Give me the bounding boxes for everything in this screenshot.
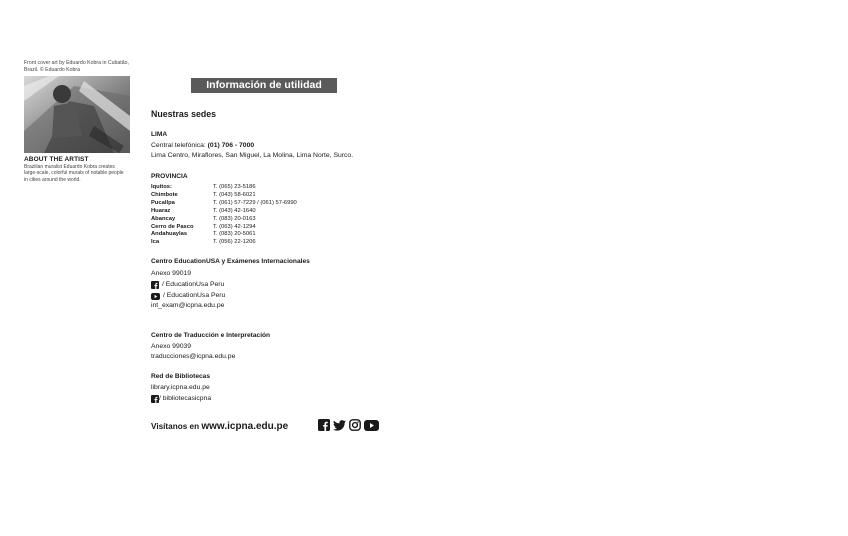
provincia-phone: T. (063) 42-1294 <box>213 224 256 230</box>
facebook-icon[interactable] <box>318 419 330 431</box>
visit-url[interactable]: www.icpna.edu.pe <box>201 421 289 432</box>
educationusa-youtube-label: / EducationUsa Peru <box>163 292 226 299</box>
lima-phone-label: Central telefónica: <box>151 142 208 149</box>
traduccion-heading: Centro de Traducción e Interpretación <box>151 332 271 339</box>
lima-phone-line <box>151 142 254 149</box>
provincia-heading: PROVINCIA <box>151 173 188 180</box>
artist-description: Brazilian muralist Eduardo Kobra creates large-scale, colorful murals of notable people in cities around the world. <box>24 164 124 183</box>
section-banner: Información de utilidad <box>191 78 337 93</box>
provincia-city: Andahuaylas <box>151 231 188 237</box>
educationusa-email[interactable]: int_exam@icpna.edu.pe <box>151 302 225 309</box>
instagram-icon[interactable] <box>349 419 361 431</box>
bibliotecas-url[interactable]: library.icpna.edu.pe <box>151 384 210 391</box>
artist-heading: ABOUT THE ARTIST <box>24 156 89 163</box>
provincia-city: Abancay <box>151 216 176 222</box>
provincia-city: Huaraz <box>151 208 171 214</box>
youtube-icon[interactable] <box>364 420 379 431</box>
twitter-icon[interactable] <box>333 420 346 431</box>
bibliotecas-heading: Red de Bibliotecas <box>151 373 210 380</box>
cover-credit: Front cover art by Eduardo Kobra in Cubatão, Brazil. © Eduardo Kobra <box>24 60 129 73</box>
provincia-phone: T. (056) 22-1206 <box>213 239 256 245</box>
youtube-icon <box>151 293 160 300</box>
provincia-city: Chimbote <box>151 192 178 198</box>
bibliotecas-facebook[interactable] <box>151 394 211 404</box>
lima-places: Lima Centro, Miraflores, San Miguel, La Molina, Lima Norte, Surco. <box>151 152 354 159</box>
educationusa-facebook[interactable] <box>151 280 224 290</box>
provincia-city: Ica <box>151 239 160 245</box>
provincia-phone: T. (043) 42-1640 <box>213 208 256 214</box>
provincia-city: Pucallpa <box>151 200 175 206</box>
educationusa-facebook-label: / EducationUsa Peru <box>162 281 225 288</box>
educationusa-heading: Centro EducationUSA y Exámenes Internacionales <box>151 258 310 265</box>
lima-heading: LIMA <box>151 131 168 138</box>
provincia-city: Cerro de Pasco <box>151 224 194 230</box>
traduccion-anexo: Anexo 99039 <box>151 343 192 350</box>
provincia-city: Iquitos: <box>151 184 172 190</box>
provincia-phone: T. (083) 20-0163 <box>213 216 256 222</box>
educationusa-youtube[interactable] <box>151 291 225 301</box>
traduccion-email[interactable]: traducciones@icpna.edu.pe <box>151 353 236 360</box>
educationusa-anexo: Anexo 99019 <box>151 270 192 277</box>
social-icons <box>318 419 379 431</box>
provincia-phone: T. (043) 58-6021 <box>213 192 256 198</box>
bibliotecas-facebook-label: / bibliotecasicpna <box>159 395 212 402</box>
lima-phone-number: (01) 706 - 7000 <box>207 142 255 149</box>
provincia-phone: T. (065) 23-5186 <box>213 184 256 190</box>
sedes-title: Nuestras sedes <box>151 109 217 119</box>
facebook-icon <box>151 395 159 403</box>
provincia-phone: T. (061) 57-7229 / (061) 57-6990 <box>213 200 297 206</box>
cover-photo <box>24 76 130 153</box>
provincia-phone: T. (083) 20-5061 <box>213 231 256 237</box>
visit-label: Visítanos en <box>151 422 202 431</box>
facebook-icon <box>151 281 159 289</box>
visit-line <box>151 421 288 432</box>
